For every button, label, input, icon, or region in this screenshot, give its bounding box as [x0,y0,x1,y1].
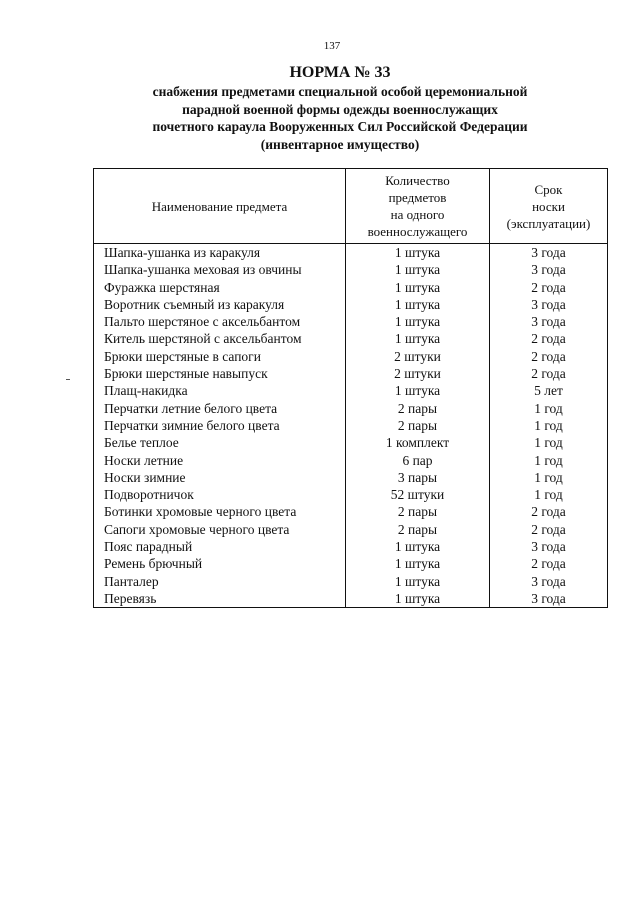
supply-norm-table [93,168,608,608]
header-item-name-text: Наименование предмета [151,198,288,214]
table-row [94,555,608,572]
service-term-cell: 1 год [534,469,563,485]
quantity-cell: 2 пары [346,417,490,434]
quantity-cell: 1 штука [346,279,490,296]
subtitle-line: парадной военной формы одежды военнослужащих [182,101,498,117]
header-quantity-line: предметов [388,190,447,205]
table-row [94,261,608,278]
quantity-cell: 3 пары [346,469,490,486]
table-row [94,244,608,262]
quantity-cell: 1 штука [346,244,490,262]
item-name-cell: Шапка-ушанка меховая из овчины [94,261,346,278]
quantity-cell: 1 комплект [346,434,490,451]
quantity-cell: 1 штука [346,313,490,330]
header-term-line: носки [532,198,565,214]
service-term-cell: 2 года [531,366,566,382]
header-item-name [94,169,346,244]
header-quantity-line: Количество [385,173,450,188]
item-name-cell: Брюки шерстяные в сапоги [94,348,346,365]
table-row [94,434,608,451]
quantity-cell: 6 пар [346,452,490,469]
service-term-cell: 2 года [531,521,566,537]
service-term-cell: 3 года [531,296,566,312]
table-row [94,452,608,469]
table-row [94,313,608,330]
document-header [60,63,620,153]
service-term-cell: 3 года [531,314,566,330]
table-header-row [94,169,608,244]
item-name-cell: Пальто шерстяное с аксельбантом [94,313,346,330]
service-term-cell: 3 года [531,573,566,589]
header-quantity-line: военнослужащего [367,224,468,239]
service-term-cell: 1 год [534,487,563,503]
item-name-cell: Шапка-ушанка из каракуля [94,244,346,262]
quantity-cell: 52 штуки [346,486,490,503]
item-name-cell: Ремень брючный [94,555,346,572]
header-quantity-line: на одного [390,207,445,222]
subtitle-line: почетного караула Вооруженных Сил Российской Федерации [152,119,528,134]
supply-norm-table-container [93,168,607,608]
item-name-cell: Китель шерстяной с аксельбантом [94,330,346,347]
item-name-cell: Белье теплое [94,434,346,451]
service-term-cell: 3 года [531,539,566,555]
header-term-line: Срок [534,181,563,197]
quantity-cell: 1 штука [346,330,490,347]
quantity-cell: 1 штука [346,382,490,399]
table-row [94,486,608,503]
quantity-cell: 1 штука [346,590,490,608]
table-row [94,538,608,555]
quantity-cell: 2 пары [346,400,490,417]
item-name-cell: Подворотничок [94,486,346,503]
service-term-cell: 2 года [531,331,566,347]
table-row [94,296,608,313]
quantity-cell: 1 штука [346,296,490,313]
page-number: 137 [323,40,341,52]
item-name-cell: Перевязь [94,590,346,608]
table-row [94,521,608,538]
item-name-cell: Брюки шерстяные навыпуск [94,365,346,382]
quantity-cell: 2 пары [346,503,490,520]
item-name-cell: Перчатки зимние белого цвета [94,417,346,434]
item-name-cell: Сапоги хромовые черного цвета [94,521,346,538]
table-row [94,365,608,382]
service-term-cell: 2 года [531,556,566,572]
item-name-cell: Перчатки летние белого цвета [94,400,346,417]
service-term-cell: 1 год [534,435,563,451]
service-term-cell: 2 года [531,504,566,520]
header-service-term [490,169,608,244]
table-row [94,348,608,365]
subtitle-line: снабжения предметами специальной особой церемониальной [152,84,528,99]
norm-title: НОРМА № 33 [289,64,391,81]
header-term-line: (эксплуатации) [506,215,591,231]
item-name-cell: Фуражка шерстяная [94,279,346,296]
service-term-cell: 5 лет [534,383,563,399]
item-name-cell: Воротник съемный из каракуля [94,296,346,313]
service-term-cell: 3 года [531,590,566,606]
subtitle-line: (инвентарное имущество) [260,136,420,152]
quantity-cell: 2 пары [346,521,490,538]
table-row [94,400,608,417]
table-row [94,503,608,520]
table-row [94,469,608,486]
quantity-cell: 2 штуки [346,365,490,382]
quantity-cell: 1 штука [346,538,490,555]
table-body [94,244,608,608]
item-name-cell: Пояс парадный [94,538,346,555]
service-term-cell: 3 года [531,245,566,260]
item-name-cell: Плащ-накидка [94,382,346,399]
service-term-cell: 1 год [534,400,563,416]
table-row [94,330,608,347]
table-row [94,417,608,434]
quantity-cell: 1 штука [346,555,490,572]
margin-mark [66,379,70,380]
table-row [94,279,608,296]
table-row [94,382,608,399]
item-name-cell: Носки летние [94,452,346,469]
header-quantity [346,169,490,244]
service-term-cell: 3 года [531,262,566,278]
quantity-cell: 2 штуки [346,348,490,365]
service-term-cell: 1 год [534,417,563,433]
item-name-cell: Ботинки хромовые черного цвета [94,503,346,520]
service-term-cell: 1 год [534,452,563,468]
quantity-cell: 1 штука [346,573,490,590]
item-name-cell: Панталер [94,573,346,590]
quantity-cell: 1 штука [346,261,490,278]
service-term-cell: 2 года [531,348,566,364]
table-row [94,590,608,608]
table-row [94,573,608,590]
service-term-cell: 2 года [531,279,566,295]
item-name-cell: Носки зимние [94,469,346,486]
